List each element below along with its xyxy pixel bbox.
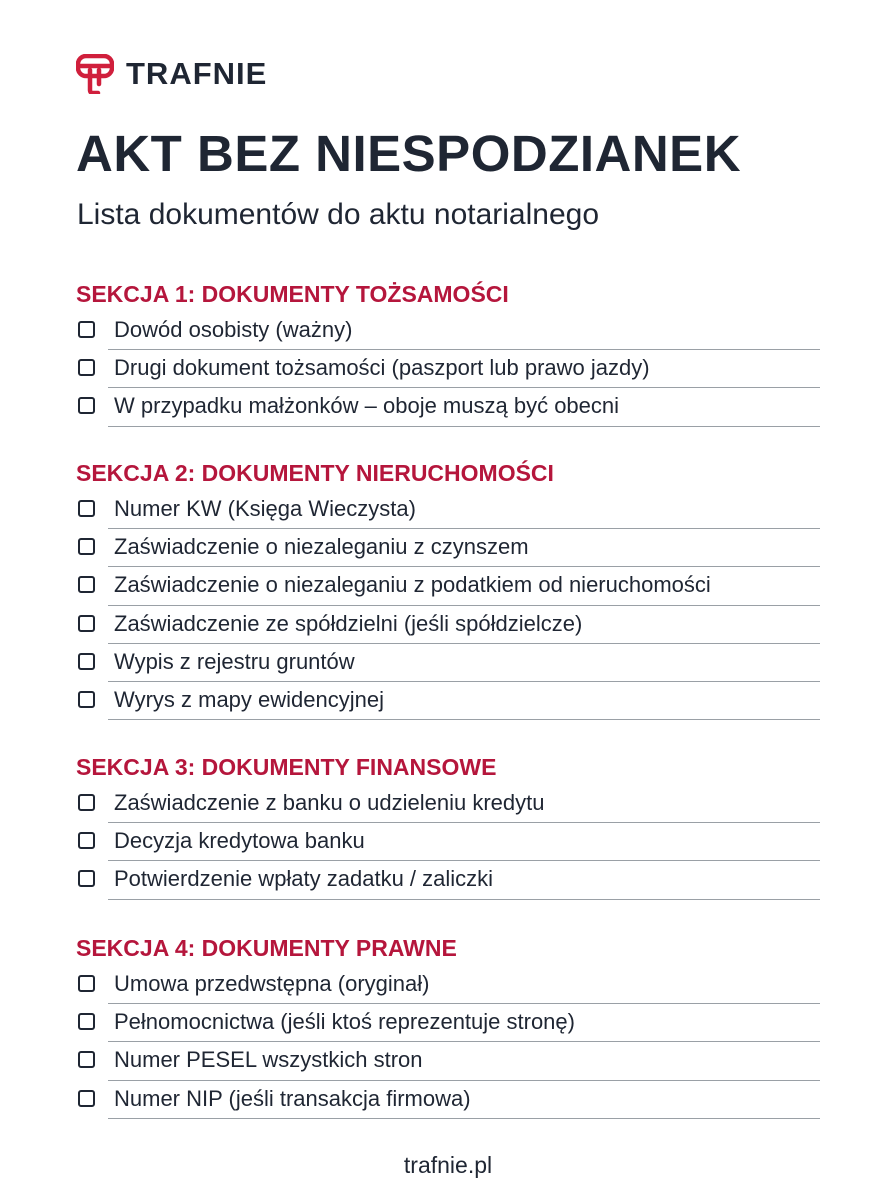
section-heading: SEKCJA 1: DOKUMENTY TOŻSAMOŚCI [76,281,509,307]
checklist-item-label: Umowa przedwstępna (oryginał) [114,971,430,996]
checklist-item-label: Potwierdzenie wpłaty zadatku / zaliczki [114,866,494,892]
checklist-item [76,606,820,644]
checklist-section-2 [76,455,820,720]
checklist-items [76,491,820,720]
checklist-item-label: Drugi dokument tożsamości (paszport lub prawo jazdy) [114,355,650,381]
trafnie-t-logo-icon [76,54,114,94]
item-divider [108,1118,820,1119]
section-heading: SEKCJA 3: DOKUMENTY FINANSOWE [76,754,497,780]
checkbox-icon[interactable] [78,359,95,376]
item-divider [108,426,820,427]
footer-website: trafnie.pl [403,1152,493,1178]
checklist-item-label: Decyzja kredytowa banku [114,828,365,854]
checkbox-icon[interactable] [78,321,95,338]
checklist-item-label: Zaświadczenie z banku o udzieleniu kredytu [114,790,545,815]
checklist-item-label: Pełnomocnictwa (jeśli ktoś reprezentuje stronę) [114,1009,575,1035]
checkbox-icon[interactable] [78,975,95,992]
checkbox-icon[interactable] [78,794,95,811]
checklist-section-1 [76,276,820,427]
checklist-item-label: Zaświadczenie ze spółdzielni (jeśli spółdzielcze) [114,610,583,636]
checklist-item-label: Numer NIP (jeśli transakcja firmowa) [114,1085,471,1111]
checklist-items [76,312,820,427]
checklist-item-label: Numer KW (Księga Wieczysta) [114,496,416,521]
checkbox-icon[interactable] [78,1051,95,1068]
section-heading: SEKCJA 2: DOKUMENTY NIERUCHOMOŚCI [76,460,554,486]
checklist-item [76,529,820,567]
checkbox-icon[interactable] [78,576,95,593]
checklist-item [76,350,820,388]
brand-name: TRAFNIE [126,56,268,91]
checklist-item [76,966,820,1004]
checkbox-icon[interactable] [78,538,95,555]
checklist-item [76,388,820,426]
checklist-item [76,491,820,529]
checklist-item-label: W przypadku małżonków – oboje muszą być obecni [114,393,620,419]
checklist-section-3 [76,749,820,900]
checkbox-icon[interactable] [78,1090,95,1107]
checkbox-icon[interactable] [78,653,95,670]
checklist-item [76,1081,820,1119]
checklist-items [76,785,820,900]
checklist-item [76,823,820,861]
checklist-item [76,567,820,605]
checklist-item [76,1004,820,1042]
checkbox-icon[interactable] [78,397,95,414]
checklist-item [76,644,820,682]
checkbox-icon[interactable] [78,1013,95,1030]
checklist-items [76,966,820,1119]
checklist-item-label: Wypis z rejestru gruntów [114,648,355,674]
page-subtitle: Lista dokumentów do aktu notarialnego [77,198,600,231]
checkbox-icon[interactable] [78,500,95,517]
checklist-section-4 [76,930,820,1119]
checklist-item [76,682,820,720]
section-heading: SEKCJA 4: DOKUMENTY PRAWNE [76,935,457,961]
checklist-item [76,861,820,899]
checklist-item [76,312,820,350]
checklist-item-label: Zaświadczenie o niezaleganiu z czynszem [114,534,529,560]
checkbox-icon[interactable] [78,870,95,887]
checklist-item-label: Wyrys z mapy ewidencyjnej [114,686,384,712]
checkbox-icon[interactable] [78,615,95,632]
item-divider [108,899,820,900]
page-title: AKT BEZ NIESPODZIANEK [76,125,742,182]
checkbox-icon[interactable] [78,691,95,708]
checklist-item [76,785,820,823]
brand-logo [76,52,267,96]
checkbox-icon[interactable] [78,832,95,849]
checklist-item-label: Dowód osobisty (ważny) [114,317,353,342]
checklist-item-label: Zaświadczenie o niezaleganiu z podatkiem od nieruchomości [114,572,711,598]
checklist-item-label: Numer PESEL wszystkich stron [114,1047,423,1073]
item-divider [108,719,820,720]
checklist-item [76,1042,820,1080]
